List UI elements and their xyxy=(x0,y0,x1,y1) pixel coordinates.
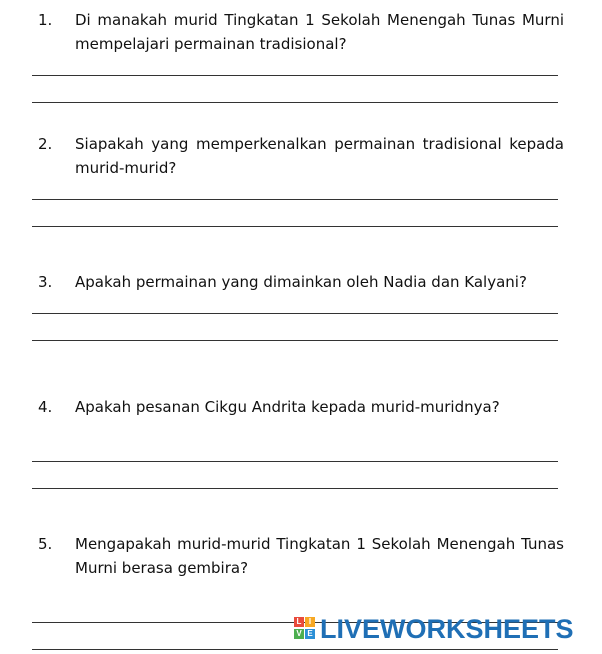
answer-line[interactable] xyxy=(32,102,558,103)
answer-line[interactable] xyxy=(32,313,558,314)
badge-letter: I xyxy=(305,617,315,627)
badge-letter: V xyxy=(294,629,304,639)
badge-letter: E xyxy=(305,629,315,639)
question-number: 3. xyxy=(38,273,53,291)
answer-line[interactable] xyxy=(32,340,558,341)
badge-letter: L xyxy=(294,617,304,627)
liveworksheets-badge-icon xyxy=(294,617,316,641)
question-text: Apakah pesanan Cikgu Andrita kepada murid-muridnya? xyxy=(75,398,500,416)
question-number: 5. xyxy=(38,535,53,553)
answer-line[interactable] xyxy=(32,488,558,489)
answer-line[interactable] xyxy=(32,649,558,650)
question-number: 2. xyxy=(38,135,53,153)
liveworksheets-logo xyxy=(294,614,574,644)
answer-line[interactable] xyxy=(32,75,558,76)
question-number: 1. xyxy=(38,11,53,29)
answer-line[interactable] xyxy=(32,461,558,462)
question-text: Di manakah murid Tingkatan 1 Sekolah Menengah Tunas Murni mempelajari permainan tradisional? xyxy=(75,11,564,53)
question-text: Mengapakah murid-murid Tingkatan 1 Sekolah Menengah Tunas Murni berasa gembira? xyxy=(75,535,564,577)
question-number: 4. xyxy=(38,398,53,416)
question-text: Apakah permainan yang dimainkan oleh Nadia dan Kalyani? xyxy=(75,273,527,291)
question-text: Siapakah yang memperkenalkan permainan tradisional kepada murid-murid? xyxy=(75,135,564,177)
liveworksheets-wordmark: LIVEWORKSHEETS xyxy=(320,613,574,644)
answer-line[interactable] xyxy=(32,226,558,227)
answer-line[interactable] xyxy=(32,199,558,200)
